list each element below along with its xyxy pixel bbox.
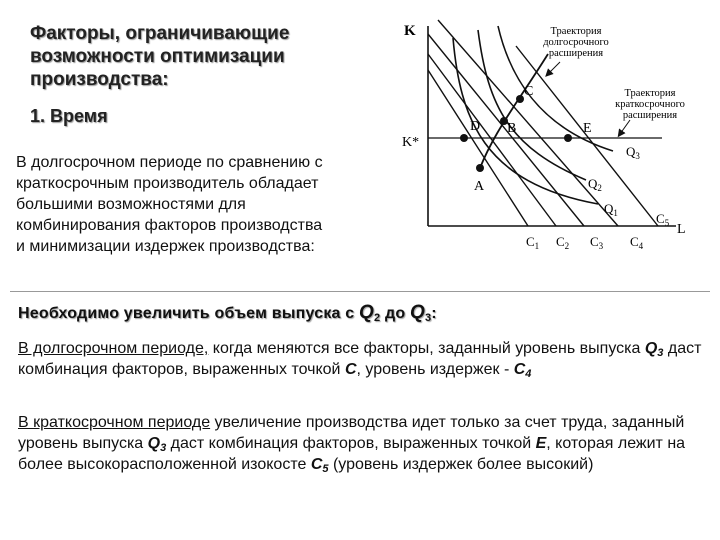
long-run-path-label-line: Траектория xyxy=(550,26,602,37)
isocost-line xyxy=(428,34,584,226)
long-run-callout-arrow xyxy=(548,62,560,74)
point-e-label: E xyxy=(583,121,592,136)
short-run-path-label-line: расширения xyxy=(622,110,678,121)
isocost-label: $C_4$ xyxy=(630,234,644,251)
short-run-path-label-line: краткосрочного xyxy=(615,99,685,110)
slide-title: Факторы, ограничивающие возможности оптимизации производства: xyxy=(30,23,290,90)
long-run-path-label-line: расширения xyxy=(548,48,604,59)
point-d xyxy=(460,134,468,142)
long-run-paragraph: В долгосрочном периоде, когда меняются все факторы, заданный уровень выпуска $Q_3$ даст комбинация факторов, выраженных точкой С, уровень издержек - $С_4$ xyxy=(18,340,702,380)
point-b-label: B xyxy=(507,121,517,136)
isoquant-isocost-diagram xyxy=(398,8,713,260)
intro-paragraph: В долгосрочном периоде по сравнению с краткосрочным производитель обладает большими возможностями для комбинирования факторов производства и минимизации издержек производства: xyxy=(16,154,323,255)
point-c xyxy=(516,95,524,103)
isoquant-label: $Q_1$ xyxy=(604,201,618,218)
point-d-label: D xyxy=(470,119,481,134)
isocost-line xyxy=(428,54,556,226)
isoquant-label: $Q_2$ xyxy=(588,176,602,193)
short-run-callout-arrow xyxy=(620,120,630,134)
point-e xyxy=(564,134,572,142)
point-a-label: A xyxy=(474,179,485,194)
isocost-label: $C_1$ xyxy=(526,234,540,251)
k-star-label: K* xyxy=(402,135,420,150)
short-run-path-label xyxy=(615,88,685,121)
point-c-label: C xyxy=(524,84,534,99)
short-run-paragraph: В краткосрочном периоде увеличение производства идет только за счет труда, заданный уровень выпуска $Q_3$ даст комбинация факторов, выраженных точкой Е, которая лежит на более высокорасположенной изокосте $С_5$ (уровень издержек более высокий) xyxy=(18,414,686,475)
short-run-path-label-line: Траектория xyxy=(624,88,676,99)
slide-subtitle: 1. Время xyxy=(30,106,108,126)
separator-line xyxy=(10,291,710,292)
isocost-line xyxy=(516,46,658,226)
isocost-label: $C_2$ xyxy=(556,234,570,251)
long-run-path-label-line: долгосрочного xyxy=(543,37,609,48)
x-axis-label: L xyxy=(677,222,686,237)
long-run-path-label xyxy=(543,26,609,59)
y-axis-label: K xyxy=(404,23,416,39)
task-statement: Необходимо увеличить объем выпуска с $Q_2$ до $Q_3$: xyxy=(18,302,437,324)
isocost-label: $C_3$ xyxy=(590,234,604,251)
isoquant-label: $Q_3$ xyxy=(626,144,640,161)
isocost-line xyxy=(428,70,528,226)
isocost-label: $C_5$ xyxy=(656,211,670,228)
point-a xyxy=(476,164,484,172)
